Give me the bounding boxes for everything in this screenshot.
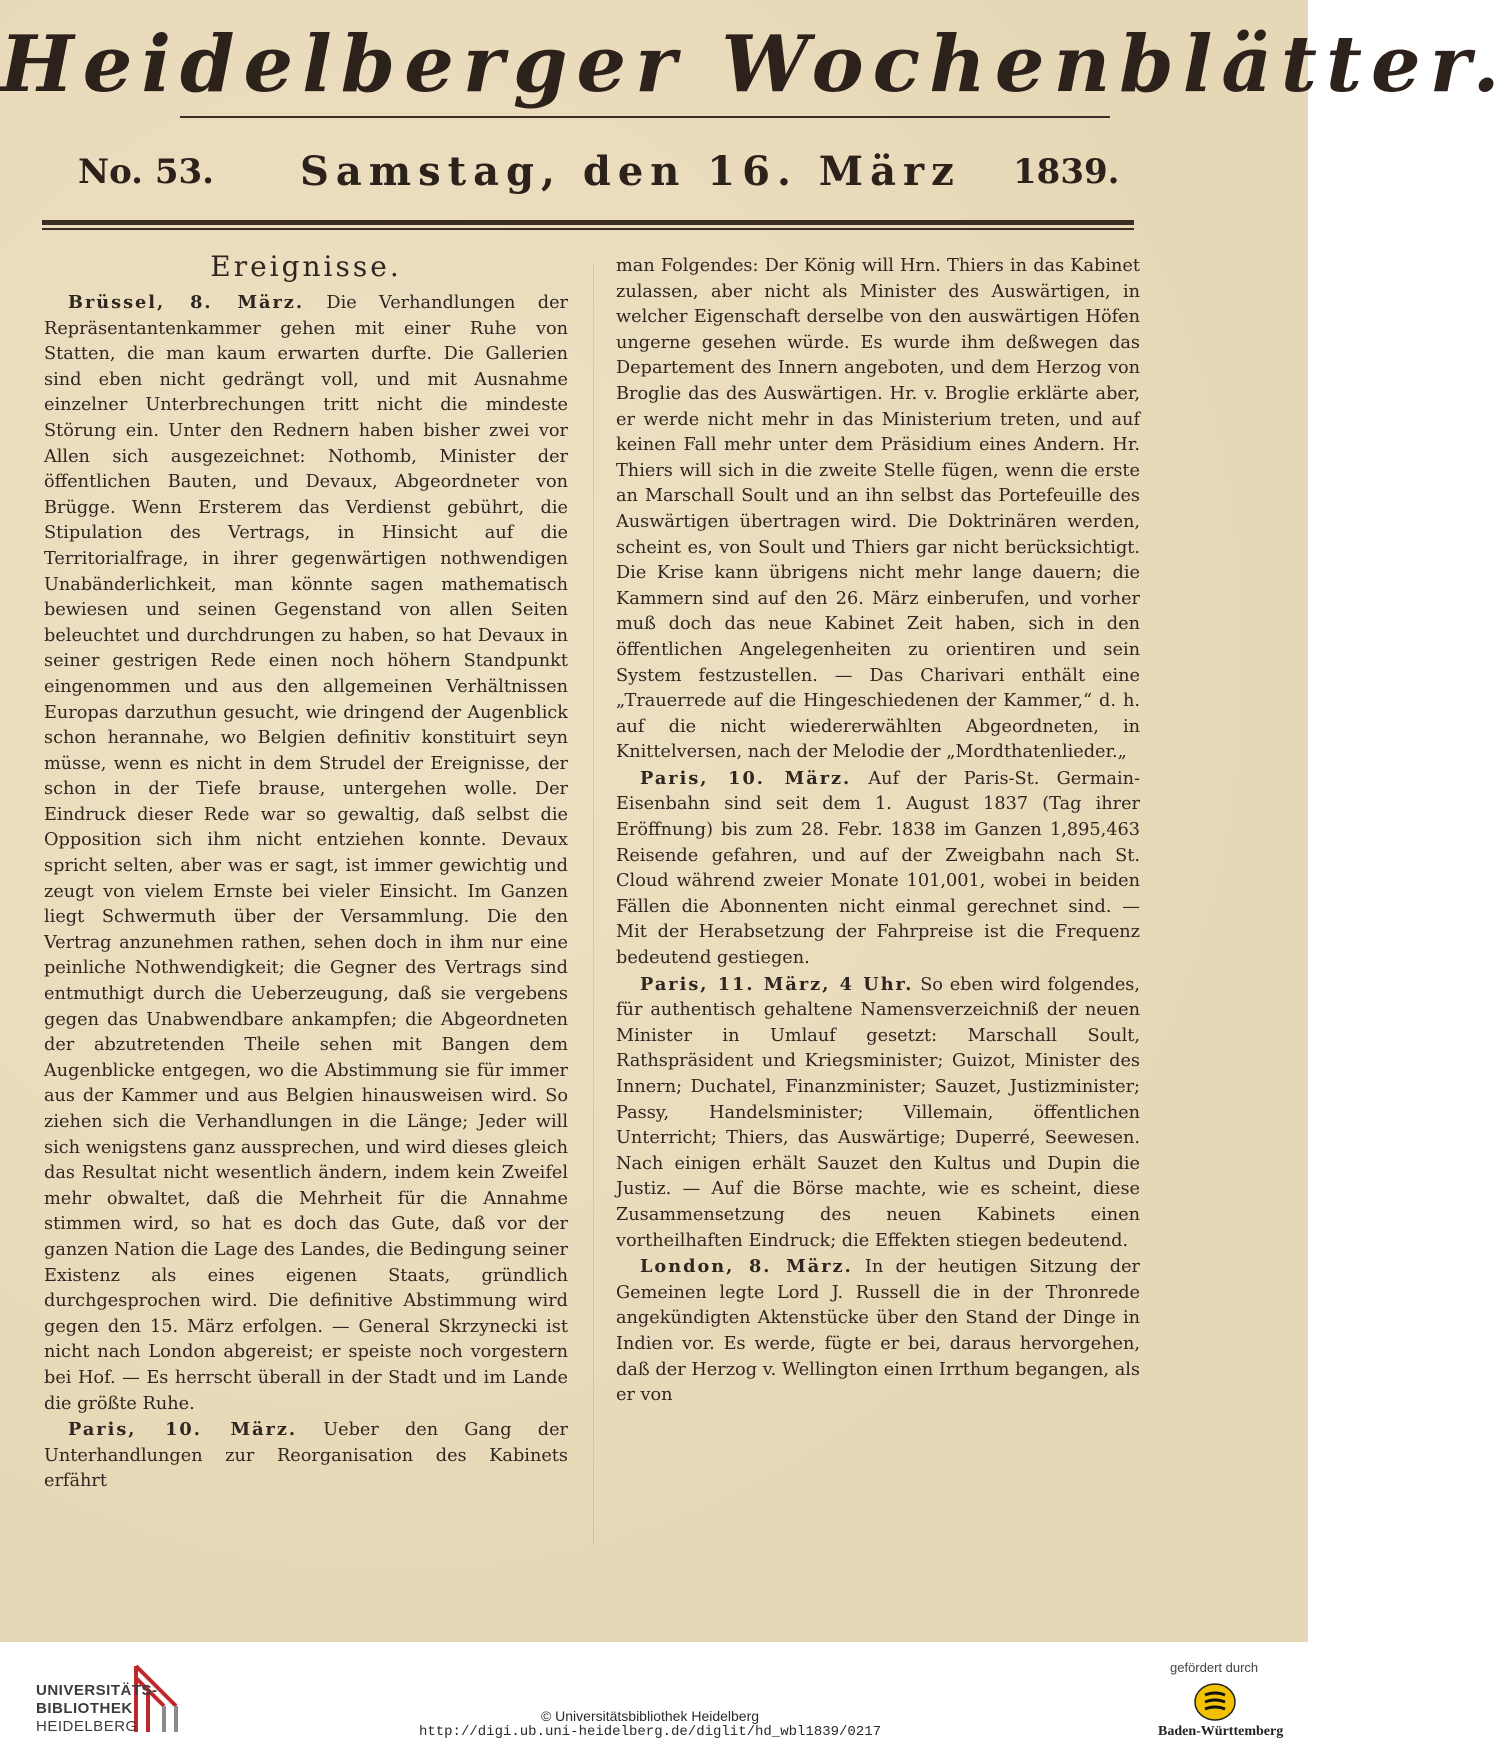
article-paris-eisenbahn bbox=[616, 766, 1140, 972]
funded-by-label: gefördert durch bbox=[1170, 1660, 1259, 1675]
digitization-footer bbox=[0, 1642, 1308, 1743]
library-name-line1: UNIVERSITÄTS- bbox=[36, 1682, 158, 1699]
dateline-rule-upper bbox=[42, 220, 1134, 225]
article-dateline: London, 8. März. bbox=[640, 1256, 853, 1278]
article-dateline: Paris, 10. März. bbox=[68, 1419, 298, 1441]
left-column bbox=[44, 250, 568, 1495]
column-divider bbox=[593, 264, 594, 1544]
funder-name: Baden-Württemberg bbox=[1158, 1724, 1284, 1739]
dateline-rule-lower bbox=[42, 228, 1134, 230]
article-body: Die Verhandlungen der Repräsentantenkammer gehen mit einer Ruhe von Statten, die man kaum erwarten durfte. Die Gallerien sind eben nicht gedrängt voll, und mit Ausnahme einzelner Unterbrechungen tritt nicht die mindeste Störung ein. Unter den Rednern haben bisher zwei vor Allen sich ausgezeichnet: Nothomb, Minister der öffentlichen Bauten, und Devaux, Abgeordneter von Brügge. Wenn Ersterem das Verdienst gebührt, die Stipulation des Vertrags, in Hinsicht auf die Territorialfrage, in ihrer gegenwärtigen nothwendigen Unabänderlichkeit, man könnte sagen mathematisch bewiesen und seinen Gegenstand von allen Seiten beleuchtet und durchdrungen zu haben, so hat Devaux in seiner gestrigen Rede einen noch höhern Standpunkt eingenommen und aus den allgemeinen Verhältnissen Europas darzuthun gesucht, wie dringend der Augenblick schon herannahe, wo Belgien definitiv konstituirt seyn müsse, wenn es nicht in dem Strudel der Ereignisse, der schon in der Tiefe brause, untergehen wolle. Der Eindruck dieser Rede war so gewaltig, daß selbst die Opposition sich ihm nicht entziehen konnte. Devaux spricht selten, aber was er sagt, ist immer gewichtig und zeugt von vielem Ernste bei vieler Einsicht. Im Ganzen liegt Schwermuth über der Versammlung. Die den Vertrag anzunehmen rathen, sehen doch in ihm nur eine peinliche Nothwendigkeit; die Gegner des Vertrags sind entmuthigt durch die Ueberzeugung, daß sie vergebens gegen das Unabwendbare ankampfen; die Abgeordneten der abzutretenden Theile sehen mit Bangen dem Augenblicke entgegen, wo die Abstimmung sie für immer aus der Kammer und aus Belgien hinausweisen wird. So ziehen sich die Verhandlungen in die Länge; Jeder will sich wenigstens ganz aussprechen, und wird dieses gleich das Resultat nicht wesentlich ändern, indem kein Zweifel mehr obwaltet, daß die Mehrheit für die Annahme stimmen wird, so hat es doch das Gute, daß vor der ganzen Nation die Lage des Landes, die Bedingung seiner Existenz als eines eigenen Staats, gründlich durchgesprochen wird. Die definitive Abstimmung wird gegen den 15. März erfolgen. — General Skrzynecki ist nicht nach London abgereist; er speiste noch vorgestern bei Hof. — Es herrscht überall in der Stadt und im Lande die größte Ruhe. bbox=[44, 293, 569, 1414]
article-body: In der heutigen Sitzung der Gemeinen legte Lord J. Russell die in der Thronrede angekündigten Aktenstücke über den Stand der Dinge in Indien vor. Es werde, fügte er bei, daraus hervorgehen, daß der Herzog v. Wellington einen Irrthum begangen, als er von bbox=[616, 1257, 1140, 1406]
issue-date: Samstag, den 16. März bbox=[300, 148, 961, 195]
library-name-line3: HEIDELBERG bbox=[36, 1718, 138, 1735]
issue-number: No. 53. bbox=[78, 152, 214, 192]
article-dateline: Brüssel, 8. März. bbox=[68, 292, 305, 313]
masthead-title: Heidelberger Wochenblätter. bbox=[0, 19, 1509, 110]
article-body: Auf der Paris-St. Germain-Eisenbahn sind seit dem 1. August 1837 (Tag ihrer Eröffnung) bis zum 28. Febr. 1838 im Ganzen 1,895,463 Reisende gefahren, und auf der Zweigbahn nach St. Cloud während zweier Monate 101,001, wobei in beiden Fällen die Abonnenten nicht einmal gerechnet sind. — Mit der Herabsetzung der Fahrpreise ist die Frequenz bedeutend gestiegen. bbox=[616, 768, 1140, 969]
ub-logo-icon bbox=[132, 1662, 180, 1736]
masthead-rule bbox=[180, 116, 1110, 118]
article-body: Ueber den Gang der Unterhandlungen zur Reorganisation des Kabinets erfährt bbox=[44, 1420, 568, 1492]
source-url-link[interactable]: http://digi.ub.uni-heidelberg.de/diglit/hd_wbl1839/0217 bbox=[418, 1724, 882, 1740]
issue-year: 1839. bbox=[1013, 152, 1120, 192]
article-brussels bbox=[44, 290, 568, 1417]
library-name-line2: BIBLIOTHEK bbox=[36, 1700, 133, 1717]
article-dateline: Paris, 10. März. bbox=[640, 767, 852, 789]
right-column bbox=[616, 254, 1140, 1409]
article-paris-kabinet bbox=[44, 1417, 568, 1495]
copyright-notice: © Universitätsbibliothek Heidelberg bbox=[540, 1708, 760, 1724]
article-paris-minister bbox=[616, 972, 1140, 1255]
baden-wuerttemberg-emblem-icon bbox=[1193, 1682, 1237, 1722]
article-body: So eben wird folgendes, für authentisch gehaltene Namensverzeichniß der neuen Minister in Umlauf gesetzt: Marschall Soult, Rathspräsident und Kriegsminister; Guizot, Minister des Innern; Duchatel, Finanzminister; Sauzet, Justizminister; Passy, Handelsminister; Villemain, öffentlichen Unterricht; Thiers, das Auswärtige; Duperré, Seewesen. Nach einigen erhält Sauzet den Kultus und Dupin die Justiz. — Auf die Börse machte, wie es scheint, diese Zusammensetzung des neuen Kabinets einen vortheilhaften Eindruck; die Effekten stiegen bedeutend. bbox=[616, 974, 1140, 1251]
article-dateline: Paris, 11. März, 4 Uhr. bbox=[640, 973, 914, 995]
section-heading: Ereignisse. bbox=[210, 250, 402, 283]
article-london bbox=[616, 1254, 1140, 1409]
article-paris-kabinet-continued: man Folgendes: Der König will Hrn. Thiers in das Kabinet zulassen, aber nicht als Minister des Auswärtigen, in welcher Eigenschaft derselbe von den auswärtigen Höfen ungerne gesehen würde. Es wurde ihm deßwegen das Departement des Innern angeboten, und dem Herzog von Broglie das des Auswärtigen. Hr. v. Broglie erklärte aber, er werde nicht mehr in das Ministerium treten, und auf keinen Fall mehr unter dem Präsidium eines Andern. Hr. Thiers will sich in die zweite Stelle fügen, wenn die erste an Marschall Soult und an ihn selbst das Portefeuille des Auswärtigen übertragen wird. Die Doktrinären werden, scheint es, von Soult und Thiers gar nicht berücksichtigt. Die Krise kann übrigens nicht mehr lange dauern; die Kammern sind auf den 26. März einberufen, und vorher muß doch das neue Kabinet Zeit haben, sich in den öffentlichen Angelegenheiten zu orientiren und sein System festzustellen. — Das Charivari enthält eine „Trauerrede auf die Hingeschiedenen der Kammer,“ d. h. auf die nicht wiedererwählten Abgeordneten, in Knittelversen, nach der Melodie der „Mordthatenlieder.„ bbox=[616, 256, 1140, 763]
